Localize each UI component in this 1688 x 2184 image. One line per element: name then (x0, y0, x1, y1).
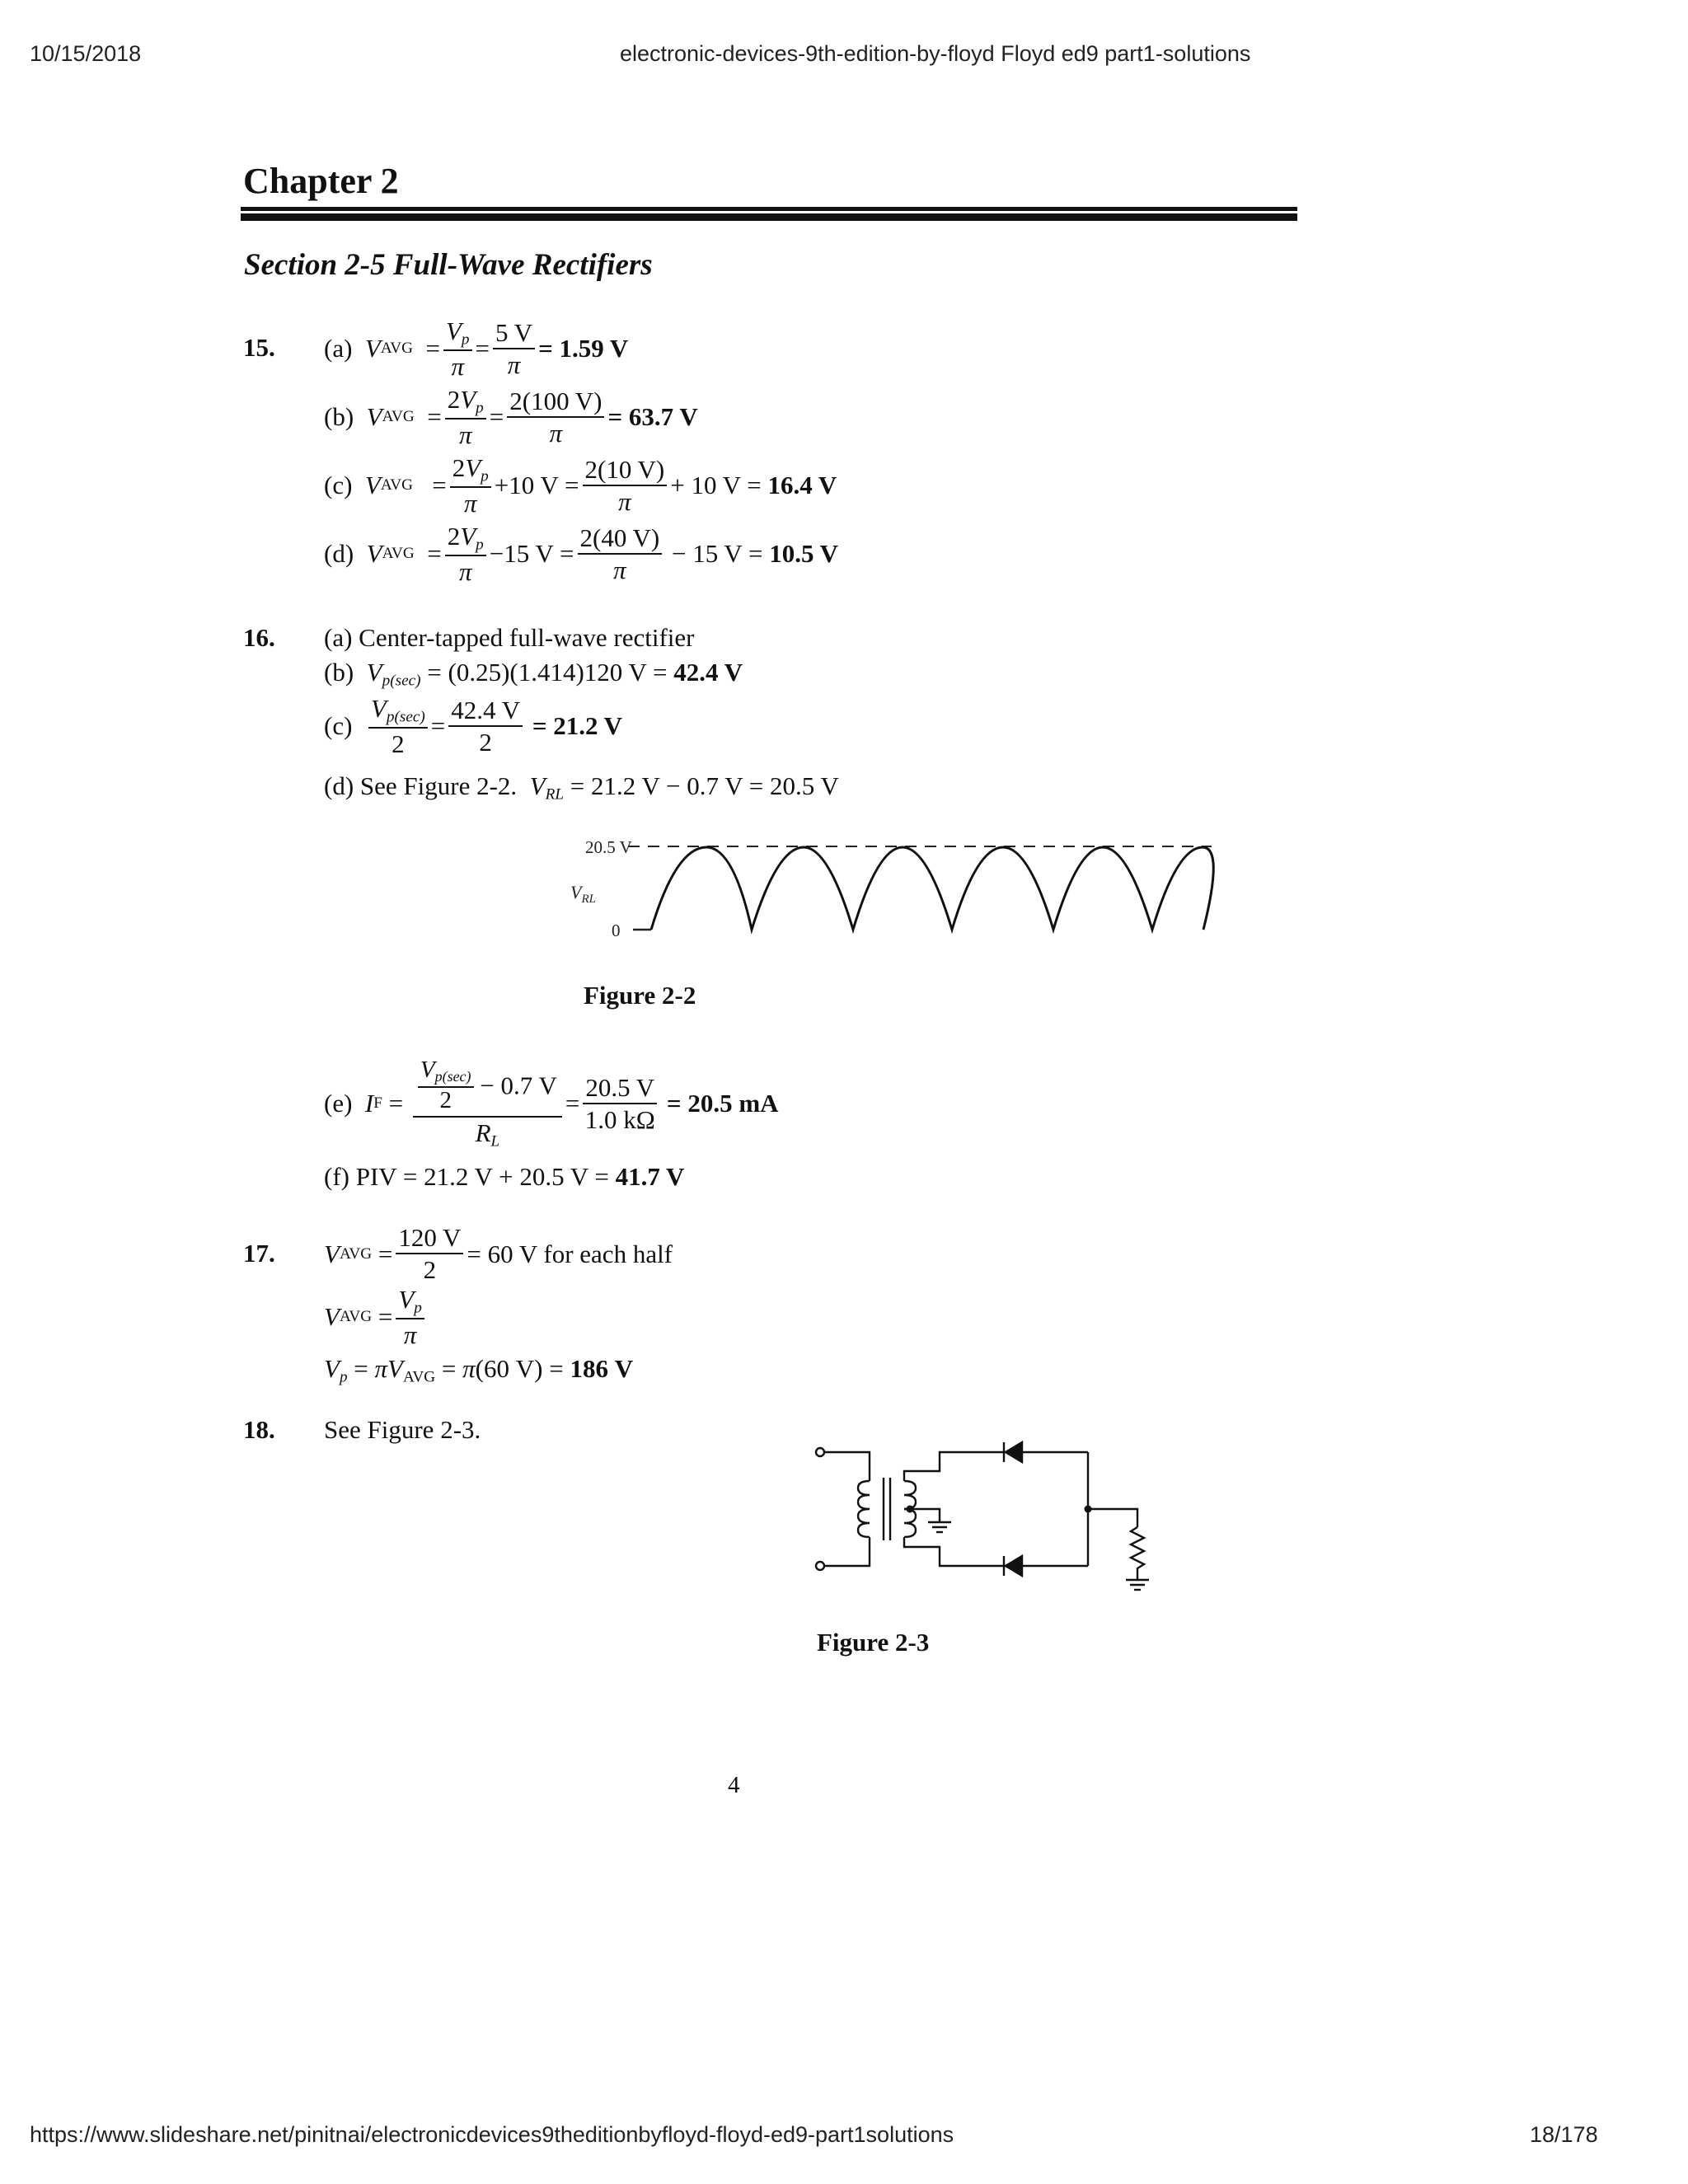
problem-16d: (d) See Figure 2-2. VRL = 21.2 V − 0.7 V = 20.5 V (324, 771, 839, 804)
figure-2-3-circuit (808, 1438, 1170, 1611)
problem-15c: (c) V AVG = $\frac{2Vp}{\pi}$ +10 V = $\frac{2(10 V)}{\pi}$ + 10 V = 16.4 V (324, 453, 837, 518)
problem-15-number: 15. (243, 333, 275, 362)
print-page-count: 18/178 (1530, 2122, 1598, 2147)
load-resistor (1131, 1527, 1144, 1580)
problem-17-line3: $Vp = \pi V_{AVG} = \pi(60$ V) = 186 V (324, 1354, 634, 1386)
diode-top (1006, 1442, 1022, 1462)
problem-16b-result: 42.4 V (673, 658, 743, 687)
problem-17-line2: V AVG = $\frac{Vp}{\pi}$ (324, 1286, 428, 1349)
problem-15d-result: 10.5 V (769, 539, 839, 569)
problem-15a: (a) V AVG = $\frac{Vp}{\pi}$ = $\frac{5 V}{\pi}$ = 1.59 V (324, 316, 629, 381)
problem-16b: (b) Vp(sec) = (0.25)(1.414)120 V = 42.4 V (324, 658, 743, 690)
problem-15a-result: = 1.59 V (538, 334, 629, 363)
problem-16c-result: = 21.2 V (532, 711, 623, 741)
figure-2-3-caption: Figure 2-3 (817, 1628, 930, 1657)
peak-label: 20.5 V (585, 837, 632, 857)
diode-bottom (1006, 1556, 1022, 1576)
input-terminal-bottom (816, 1562, 824, 1570)
problem-15b-label: (b) (324, 402, 354, 432)
problem-17-result: 186 V (570, 1354, 634, 1383)
problem-15d-label: (d) (324, 539, 354, 569)
primary-coil (858, 1481, 870, 1537)
page-number: 4 (728, 1772, 740, 1798)
problem-16a: (a) Center-tapped full-wave rectifier (324, 623, 695, 652)
problem-15b-result: = 63.7 V (607, 402, 698, 432)
center-tap-node (907, 1506, 914, 1513)
problem-16c: (c) $\frac{Vp(\sec)}{2}$ = $\frac{42.4 V}{2}$ = 21.2 V (324, 694, 623, 758)
problem-16f-result: 41.7 V (615, 1162, 685, 1191)
problem-15b: (b) V AVG = $\frac{2Vp}{\pi}$ = $\frac{2(100 V)}{\pi}$ = 63.7 V (324, 385, 698, 449)
print-date: 10/15/2018 (30, 41, 142, 66)
print-title: electronic-devices-9th-edition-by-floyd Floyd ed9 part1-solutions (620, 41, 1251, 66)
output-node (1085, 1506, 1092, 1513)
chapter-title: Chapter 2 (243, 161, 399, 201)
zero-label: 0 (612, 921, 621, 940)
rectified-wave (651, 847, 1213, 930)
problem-16e-result: = 20.5 mA (666, 1089, 779, 1118)
problem-15c-result: 16.4 V (767, 471, 837, 500)
vrl-label: $V_{RL}$ (570, 882, 596, 906)
chapter-rule-thick (241, 213, 1297, 221)
problem-16e: (e) I F = $\frac{Vp(\sec)}{2}$ − 0.7 V RL = $\frac{20.5 V}{1.0 k\Omega}$ = 20.5 mA (324, 1057, 779, 1151)
problem-15a-label: (a) (324, 334, 353, 363)
problem-15d: (d) V AVG = $\frac{2Vp}{\pi}$ −15 V = $\frac{2(40 V)}{\pi}$ − 15 V = 10.5 V (324, 522, 839, 586)
print-url: https://www.slideshare.net/pinitnai/electronicdevices9theditionbyfloyd-floyd-ed9-part1solutions (30, 2122, 954, 2147)
figure-2-2-waveform (560, 832, 1220, 956)
problem-17-line1: V AVG = $\frac{120 V}{2}$ = 60 V for each half (324, 1223, 673, 1285)
chapter-rule-thin (241, 207, 1297, 211)
problem-18-number: 18. (243, 1415, 275, 1444)
problem-16-number: 16. (243, 623, 275, 652)
figure-2-2-caption: Figure 2-2 (584, 981, 696, 1010)
problem-17-number: 17. (243, 1239, 275, 1268)
problem-18-text: See Figure 2-3. (324, 1415, 481, 1444)
input-terminal-top (816, 1448, 824, 1456)
problem-15c-label: (c) (324, 471, 353, 500)
problem-16f: (f) PIV = 21.2 V + 20.5 V = 41.7 V (324, 1162, 685, 1191)
section-title: Section 2-5 Full-Wave Rectifiers (244, 248, 653, 282)
